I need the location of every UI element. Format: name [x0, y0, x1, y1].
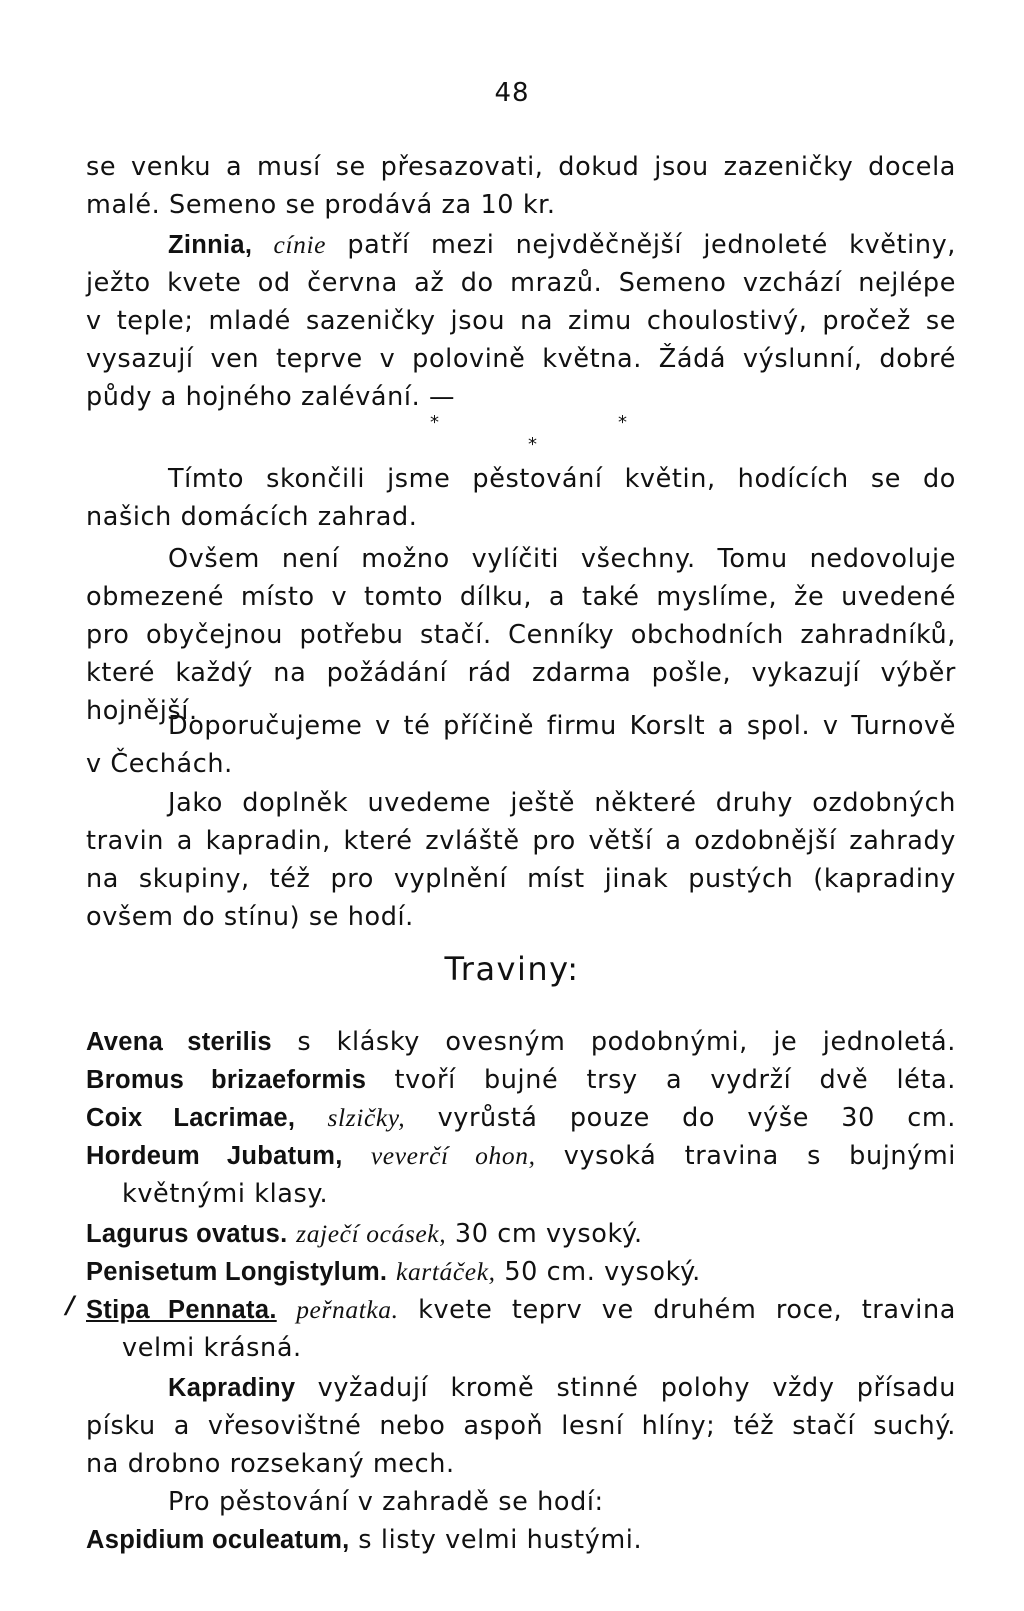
grass-entry — [86, 1215, 956, 1253]
text-line: ježto kvete od června až do mrazů. Semeno vzchází nejlépe — [86, 268, 956, 298]
plant-name: Bromus brizaeformis — [86, 1066, 367, 1094]
czech-name: slzičky, — [327, 1103, 406, 1132]
grass-entry — [86, 1023, 956, 1061]
czech-name: veverčí ohon, — [370, 1141, 536, 1170]
zinnia-paragraph-first-line — [168, 226, 956, 264]
text-line: vysazují ven teprve v polovině května. Žádá výslunní, dobré — [86, 344, 956, 374]
text-line: Pro pěstování v zahradě se hodí: — [168, 1487, 604, 1517]
text-line: se venku a musí se přesazovati, dokud jsou zazeničky docela — [86, 152, 956, 182]
plant-name: Penisetum Longistylum. — [86, 1258, 388, 1286]
text-line: Jako doplněk uvedeme ještě některé druhy ozdobných — [168, 788, 956, 818]
text-span: vysoká travina s bujnými — [563, 1141, 956, 1171]
star: * — [618, 412, 627, 433]
star: * — [430, 412, 439, 433]
kapradiny-paragraph-first-line — [168, 1369, 956, 1407]
grass-entry — [86, 1099, 956, 1137]
text-line: pro obyčejnou potřebu stačí. Cenníky obchodních zahradníků, — [86, 620, 956, 650]
plant-name: Hordeum Jubatum, — [86, 1142, 343, 1170]
czech-name: peřnatka. — [296, 1295, 399, 1324]
section-heading-traviny: Traviny: — [444, 950, 580, 988]
text-span: tvoří bujné trsy a vydrží dvě léta. — [394, 1065, 956, 1095]
czech-name: kartáček, — [396, 1257, 496, 1286]
text-line: půdy a hojného zalévání. — — [86, 382, 456, 412]
text-span: vyžadují kromě stinné polohy vždy přísadu — [317, 1373, 956, 1403]
text-line: našich domácích zahrad. — [86, 502, 418, 532]
text-line: malé. Semeno se prodává za 10 kr. — [86, 190, 556, 220]
text-span: s klásky ovesným podobnými, je jednoletá. — [297, 1027, 956, 1057]
recommendation-line: Doporučujeme v té příčině firmu Korslt a spol. v Turnově — [168, 711, 956, 741]
grass-entry — [86, 1253, 956, 1291]
text-line: hojnější. — [86, 696, 198, 726]
text-line: v Čechách. — [86, 749, 233, 779]
text-line: obmezené místo v tomto dílku, a také myslíme, že uvedené — [86, 582, 956, 612]
plant-name: Lagurus ovatus. — [86, 1220, 288, 1248]
text-line: písku a vřesovištné nebo aspoň lesní hlíny; též stačí suchý. — [86, 1411, 956, 1441]
plant-name: Coix Lacrimae, — [86, 1104, 296, 1132]
text-line: Ovšem není možno vylíčiti všechny. Tomu nedovoluje — [168, 544, 956, 574]
text-line: ovšem do stínu) se hodí. — [86, 902, 414, 932]
margin-mark: / — [66, 1291, 75, 1319]
text-line: Tímto skončili jsme pěstování květin, hodících se do — [168, 464, 956, 494]
grass-entry-continuation: květnými klasy. — [122, 1179, 329, 1209]
plant-name: Kapradiny — [168, 1374, 296, 1402]
text-span: kvete teprv ve druhém roce, travina — [418, 1295, 956, 1325]
star: * — [528, 434, 537, 455]
plant-name-zinnia: Zinnia, — [168, 231, 253, 259]
text-span: s listy velmi hustými. — [358, 1525, 643, 1555]
text-line: v teple; mladé sazeničky jsou na zimu choulostivý, pročež se — [86, 306, 956, 336]
plant-name: Stipa Pennata. — [86, 1296, 277, 1324]
plant-name: Aspidium oculeatum, — [86, 1526, 350, 1554]
grass-entry — [86, 1061, 956, 1099]
text-line: travin a kapradin, které zvláště pro větší a ozdobnější zahrady — [86, 826, 956, 856]
czech-name: cínie — [273, 230, 327, 259]
text-span: 50 cm. vysoký. — [504, 1257, 701, 1287]
grass-entry — [86, 1291, 956, 1329]
grass-entry-continuation: velmi krásná. — [122, 1333, 302, 1363]
czech-name: zaječí ocásek, — [296, 1219, 447, 1248]
text-span: patří mezi nejvděčnější jednoleté květiny, — [347, 230, 956, 260]
grass-entry — [86, 1137, 956, 1175]
text-span: vyrůstá pouze do výše 30 cm. — [437, 1103, 956, 1133]
aspidium-entry — [86, 1521, 956, 1559]
plant-name: Avena sterilis — [86, 1028, 272, 1056]
text-line: které každý na požádání rád zdarma pošle, vykazují výběr — [86, 658, 956, 688]
text-span: 30 cm vysoký. — [454, 1219, 643, 1249]
page-number: 48 — [494, 78, 530, 108]
text-line: na skupiny, též pro vyplnění míst jinak pustých (kapradiny — [86, 864, 956, 894]
text-line: na drobno rozsekaný mech. — [86, 1449, 455, 1479]
